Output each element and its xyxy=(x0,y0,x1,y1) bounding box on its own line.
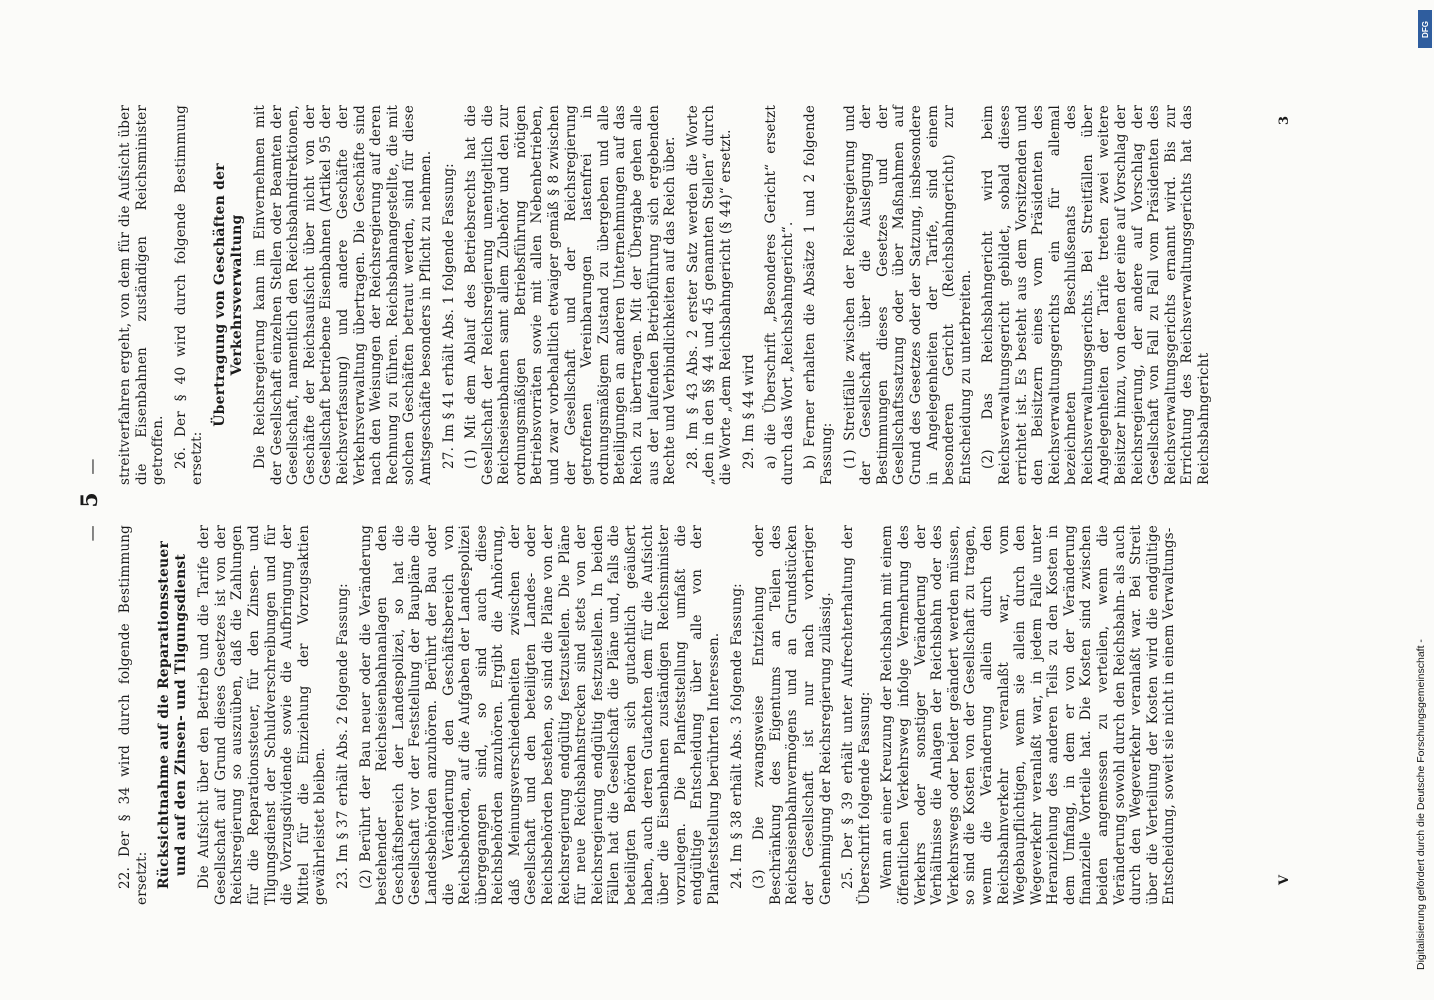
page-number: 5 xyxy=(77,492,103,508)
digitization-attribution: Digitalisierung gefördert durch die Deutsche Forschungsgemeinschaft - xyxy=(1415,639,1427,970)
dfg-logo xyxy=(1418,10,1432,48)
signature-mark-left: V xyxy=(1277,874,1292,885)
paragraph-22: 22. Der § 34 wird durch folgende Bestimmung ersetzt: xyxy=(117,525,150,905)
heading-26: Übertragung von Geschäften der Verkehrsverwaltung xyxy=(211,163,245,427)
page-header xyxy=(77,85,107,915)
header-dash-left: — xyxy=(82,525,101,542)
left-column xyxy=(117,525,1184,905)
paragraph-22-body: Die Aufsicht über den Betrieb und die Tarife der Gesellschaft auf Grund dieses Gesetzes ist von der Reichsregierung so auszuüben, daß die Zahlungen für die Reparationssteuer, für den Zinsen- und Tilgungsdienst der Schuldverschreibungen und für die Vorzugsdividende sowie die Aufbringung der Mittel für die Einziehung der Vorzugsaktien gewährleistet bleiben. xyxy=(196,525,329,905)
paragraph-28: 28. Im § 43 Abs. 2 erster Satz werden die Worte „den in den §§ 44 und 45 genannten Stellen“ durch die Worte „dem Reichsbahngericht (§ 44)“ ersetzt. xyxy=(684,105,734,485)
paragraph-24-body: (3) Die zwangsweise Entziehung oder Beschränkung des Eigentums an Teilen des Reichseisenbahnvermögens und an Grundstücken der Gesellschaft ist nur nach vorheriger Genehmigung der Reichsregierung zulässig. xyxy=(751,525,834,905)
paragraph-26-body: Die Reichsregierung kann im Einvernehmen mit der Gesellschaft einzelnen Stellen oder Beamten der Gesellschaft, namentlich den Reichsbahndirektionen, Geschäfte der Reichsaufsicht über nicht von der Gesellschaft betriebene Eisenbahnen (Artikel 95 der Reichsverfassung) und andere Geschäfte der Verkehrsverwaltung übertragen. Die Geschäfte sind nach den Weisungen der Reichsregierung auf deren Rechnung zu führen. Reichsbahnangestellte, die mit solchen Geschäften betraut werden, sind für diese Amtsgeschäfte besonders in Pflicht zu nehmen. xyxy=(251,105,434,485)
paragraph-29-abs2: (2) Das Reichsbahngericht wird beim Reichsverwaltungsgericht gebildet, sobald dieses errichtet ist. Es besteht aus dem Vorsitzenden und den Beisitzern eines vom Präsidenten des Reichsverwaltungsgerichts ein für allemal bezeichneten Beschlußsenats des Reichsverwaltungsgerichts. Bei Streitfällen über Angelegenheiten der Tarife treten zwei weitere Beisitzer hinzu, von denen der eine auf Vorschlag der Reichsregierung, der andere auf Vorschlag der Gesellschaft von Fall zu Fall vom Präsidenten des Reichsverwaltungsgerichts ernannt wird. Bis zur Errichtung des Reichsverwaltungsgerichts hat das Reichsbahngericht xyxy=(980,105,1213,485)
paragraph-27: 27. Im § 41 erhält Abs. 1 folgende Fassung: xyxy=(440,163,457,469)
paragraph-23-body: (2) Berührt der Bau neuer oder die Veränderung bestehender Reichseisenbahnanlagen den Geschäftsbereich der Landespolizei, so hat die Gesellschaft vor der Feststellung der Baupläne die Landesbehörden anzuhören. Berührt der Bau oder die Veränderung den Geschäftsbereich von Reichsbehörden, auf die Aufgaben der Landespolizei übergegangen sind, so sind auch diese Reichsbehörden anzuhören. Ergibt die Anhörung, daß Meinungsverschiedenheiten zwischen der Gesellschaft und den beteiligten Landes- oder Reichsbehörden bestehen, so sind die Pläne von der Reichsregierung endgültig festzustellen. Die Pläne für neue Reichsbahnstrecken sind stets von der Reichsregierung endgültig festzustellen. In beiden Fällen hat die Gesellschaft die Pläne und, falls die beteiligten Behörden sich gutachtlich geäußert haben, auch deren Gutachten dem für die Aufsicht über die Eisenbahnen zuständigen Reichsminister vorzulegen. Die Planfeststellung umfaßt die endgültige Entscheidung über alle von der Planfeststellung berührten Interessen. xyxy=(357,525,722,905)
paragraph-24: 24. Im § 38 erhält Abs. 3 folgende Fassung: xyxy=(728,583,745,889)
signature-mark-right: 3 xyxy=(1277,115,1292,125)
header-dash-right: — xyxy=(82,458,101,475)
paragraph-26: 26. Der § 40 wird durch folgende Bestimmung ersetzt: xyxy=(172,105,206,485)
paragraph-25-body: Wenn an einer Kreuzung der Reichsbahn mit einem öffentlichen Verkehrsweg infolge Vermehrung des Verkehrs oder sonstiger Veränderung der Verhältnisse die Anlagen der Reichsbahn oder des Verkehrswegs oder beider geändert werden müssen, so sind die Kosten von der Gesellschaft zu tragen, wenn die Veränderung allein durch den Reichsbahnverkehr veranlaßt war, vom Wegebaupflichtigen, wenn sie allein durch den Wegeverkehr veranlaßt war, in jedem Falle unter Heranziehung des anderen Teils zu den Kosten in dem Umfang, in dem er von der Veränderung finanzielle Vorteile hat. Die Kosten sind zwischen beiden angemessen zu verteilen, wenn die Veränderung sowohl durch den Reichsbahn- als auch durch den Wegeverkehr veranlaßt war. Bei Streit über die Verteilung der Kosten wird die endgültige Entscheidung, soweit sie nicht in einem Verwaltungs- xyxy=(879,525,1178,905)
dfg-logo-text: DFG xyxy=(1420,20,1430,38)
rotated-page-content xyxy=(77,85,1307,915)
heading-22: Rücksichtnahme auf die Reparationssteuer und auf den Zinsen- und Tilgungsdienst xyxy=(156,540,190,890)
paragraph-29: 29. Im § 44 wird xyxy=(740,354,757,469)
right-column xyxy=(117,105,1219,485)
paragraph-29-b: b) Ferner erhalten die Absätze 1 und 2 folgende Fassung: xyxy=(802,105,835,485)
paragraph-29-a: a) die Überschrift „Besonderes Gericht“ ersetzt durch das Wort „Reichsbahngericht“. xyxy=(763,105,796,485)
paragraph-27-body: (1) Mit dem Ablauf des Betriebsrechts hat die Gesellschaft der Reichsregierung unentgeltlich die Reichseisenbahnen samt allem Zubehör und den zur ordnungsmäßigen Betriebsführung nötigen Betriebsvorräten sowie mit allen Nebenbetrieben, und zwar vorbehaltlich etwaiger gemäß § 8 zwischen der Gesellschaft und der Reichsregierung getroffenen Vereinbarungen lastenfrei in ordnungsmäßigem Zustand zu übergeben und alle Beteiligungen an anderen Unternehmungen auf das Reich zu übertragen. Mit der Übergabe gehen alle aus der laufenden Betriebführung sich ergebenden Rechte und Verbindlichkeiten auf das Reich über. xyxy=(463,105,679,485)
paragraph-29-abs1: (1) Streitfälle zwischen der Reichsregierung und der Gesellschaft über die Auslegung der Bestimmungen dieses Gesetzes und der Gesellschaftssatzung oder über Maßnahmen auf Grund des Gesetzes oder der Satzung, insbesondere in Angelegenheiten der Tarife, sind einem besonderen Gericht (Reichsbahngericht) zur Entscheidung zu unterbreiten. xyxy=(841,105,974,485)
paragraph-25-continued: streitverfahren ergeht, von dem für die Aufsicht über die Eisenbahnen zuständigen Reichsminister getroffen. xyxy=(117,105,167,485)
paragraph-25: 25. Der § 39 erhält unter Aufrechterhaltung der Überschrift folgende Fassung: xyxy=(840,525,873,905)
paragraph-23: 23. Im § 37 erhält Abs. 2 folgende Fassung: xyxy=(334,583,351,889)
